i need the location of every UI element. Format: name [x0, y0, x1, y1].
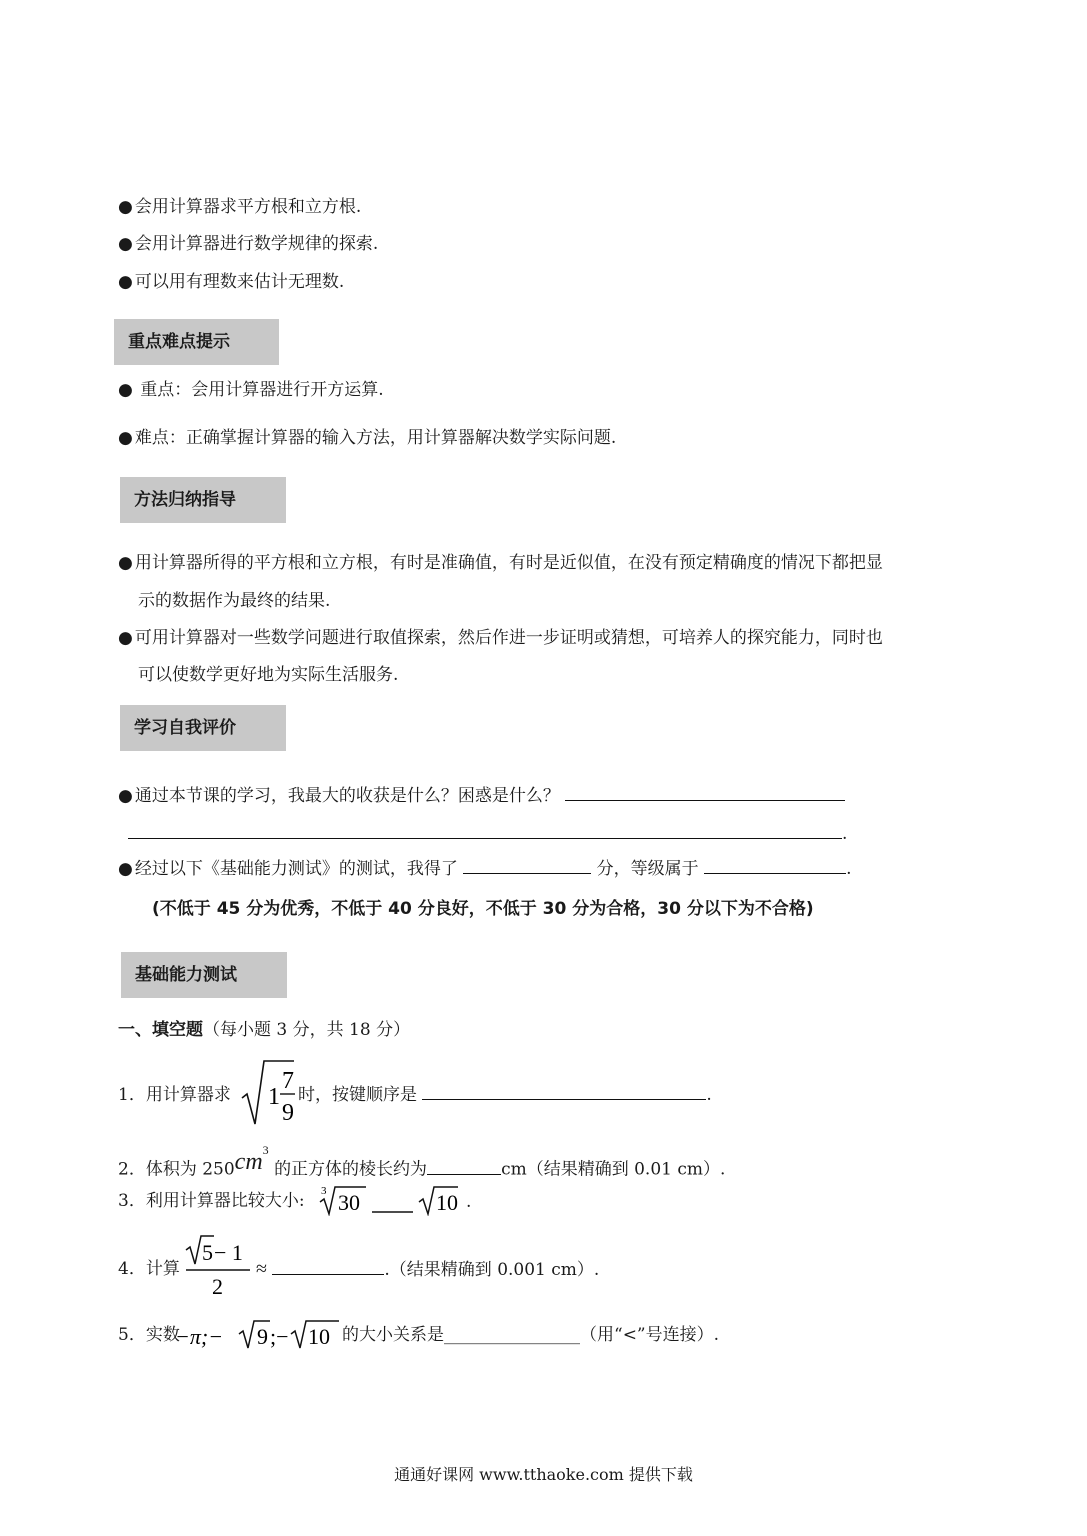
- section-heading-methods: 方法归纳指导: [120, 477, 286, 523]
- bullet-icon: ●: [118, 428, 133, 448]
- keypoint-item: ● 重点：会用计算器进行开方运算.: [118, 380, 384, 400]
- question-1-rest: 时，按键顺序是 .: [298, 1085, 712, 1105]
- question-3: 3．利用计算器比较大小:: [118, 1191, 305, 1211]
- objective-item: ● 会用计算器进行数学规律的探索.: [118, 234, 379, 254]
- section-heading-test: 基础能力测试: [121, 952, 287, 998]
- real-numbers-formula: [173, 1318, 343, 1350]
- bullet-icon: ●: [118, 197, 133, 217]
- answer-blank[interactable]: [427, 1158, 501, 1175]
- svg-text:;−: ;−: [270, 1324, 289, 1349]
- question-3-end: .: [466, 1192, 472, 1212]
- method-item-continuation: 示的数据作为最终的结果.: [138, 591, 331, 611]
- sqrt-mixed-number-formula: [240, 1058, 296, 1128]
- self-eval-question-2: ● 经过以下《基础能力测试》的测试，我得了 分，等级属于 .: [118, 859, 852, 879]
- answer-blank[interactable]: [272, 1258, 384, 1275]
- answer-blank[interactable]: [128, 822, 842, 839]
- method-item-continuation: 可以使数学更好地为实际生活服务.: [138, 665, 399, 685]
- svg-text:10: 10: [308, 1324, 330, 1349]
- answer-blank[interactable]: [422, 1083, 706, 1100]
- objective-item: ● 可以用有理数来估计无理数.: [118, 272, 345, 292]
- self-eval-question-1: ● 通过本节课的学习，我最大的收获是什么？困惑是什么？: [118, 784, 845, 808]
- method-item: ● 用计算器所得的平方根和立方根，有时是准确值，有时是近似值，在没有预定精确度的情况下都把显: [118, 553, 883, 573]
- svg-text:10: 10: [436, 1190, 458, 1215]
- bullet-icon: ●: [118, 380, 133, 400]
- svg-text:−π;−: −π;−: [175, 1324, 224, 1349]
- svg-text:5: 5: [202, 1240, 213, 1265]
- method-item: ● 可用计算器对一些数学问题进行取值探索，然后作进一步证明或猜想，可培养人的探究能力，同时也: [118, 628, 883, 648]
- question-1-text: 1．用计算器求: [118, 1085, 231, 1105]
- section-heading-self-eval: 学习自我评价: [120, 705, 286, 751]
- svg-text:9: 9: [257, 1324, 268, 1349]
- svg-text:30: 30: [338, 1190, 360, 1215]
- question-2: 2．体积为 $250cm^3$ 的正方体的棱长约为 cm（结果精确到 0.01 cm）.: [118, 1143, 726, 1180]
- grade-blank[interactable]: [704, 857, 846, 874]
- part-title: 一、填空题（每小题 3 分，共 18 分）: [118, 1020, 411, 1040]
- bullet-icon: ●: [118, 272, 133, 292]
- bullet-icon: ●: [118, 859, 133, 879]
- cube-root-compare-formula: [318, 1184, 468, 1216]
- svg-text:3: 3: [321, 1185, 327, 1197]
- keypoint-item: ● 难点：正确掌握计算器的输入方法，用计算器解决数学实际问题.: [118, 428, 617, 448]
- answer-line-row: .: [128, 822, 847, 846]
- grading-criteria: (不低于 45 分为优秀，不低于 40 分良好，不低于 30 分为合格，30 分以下为不合格): [152, 899, 814, 919]
- formula-denominator: 9: [282, 1100, 294, 1126]
- score-blank[interactable]: [463, 857, 591, 874]
- question-5-rest: 的大小关系是________________（用“<”号连接）.: [342, 1325, 720, 1345]
- section-heading-keypoints: 重点难点提示: [114, 319, 279, 365]
- footer-credit: 通通好课网 www.tthaoke.com 提供下载: [394, 1465, 693, 1484]
- golden-ratio-fraction: [184, 1234, 254, 1300]
- formula-whole: 1: [268, 1084, 280, 1110]
- question-5-label: 5．实数: [118, 1325, 180, 1345]
- bullet-icon: ●: [118, 234, 133, 254]
- answer-blank[interactable]: ________________: [444, 1325, 580, 1345]
- question-4-text: 4．计算: [118, 1259, 180, 1279]
- objective-item: ● 会用计算器求平方根和立方根.: [118, 197, 362, 217]
- question-4-rest: ≈ .（结果精确到 0.001 cm）.: [256, 1258, 600, 1280]
- svg-text:− 1: − 1: [214, 1240, 243, 1265]
- formula-numerator: 7: [282, 1068, 294, 1094]
- bullet-icon: ●: [118, 628, 133, 648]
- bullet-icon: ●: [118, 786, 133, 806]
- answer-blank[interactable]: [565, 784, 845, 801]
- bullet-icon: ●: [118, 553, 133, 573]
- svg-text:2: 2: [212, 1274, 223, 1299]
